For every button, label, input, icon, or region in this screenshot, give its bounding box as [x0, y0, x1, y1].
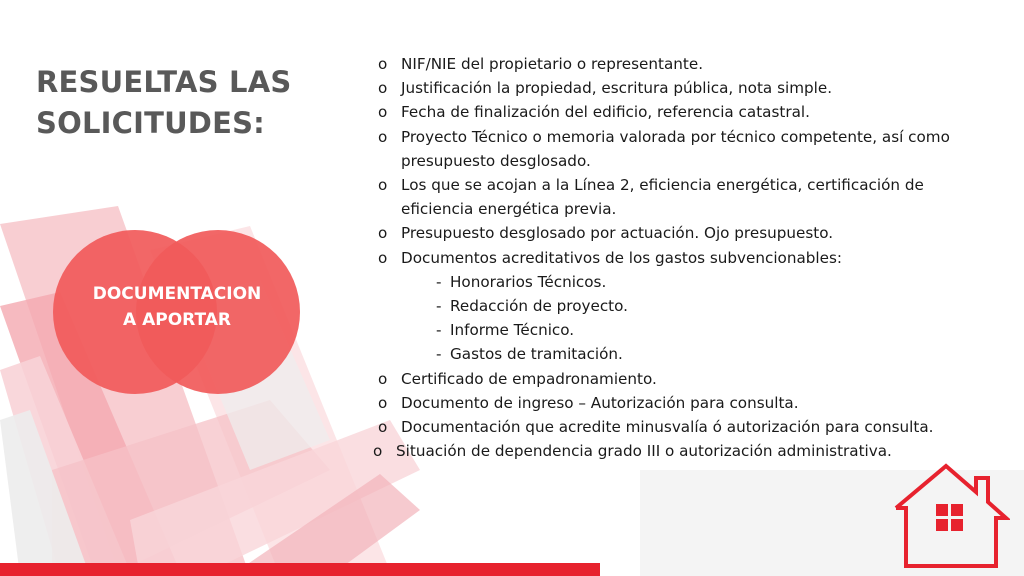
bullet-marker: o	[378, 127, 388, 146]
list-item-text: Gastos de tramitación.	[450, 345, 623, 364]
bullet-marker: o	[378, 248, 388, 267]
list-item-text: Informe Técnico.	[450, 321, 575, 340]
list-item	[373, 439, 986, 463]
documentation-list	[373, 52, 1024, 463]
bullet-marker: o	[378, 224, 388, 243]
title-line-1: RESUELTAS LAS	[36, 65, 292, 99]
bullet-marker: o	[378, 418, 388, 437]
sub-list-item	[378, 342, 1024, 366]
list-item-text: Justificación la propiedad, escritura pública, nota simple.	[401, 79, 833, 98]
bullet-marker: o	[378, 55, 388, 73]
list-item-text: Redacción de proyecto.	[450, 297, 628, 316]
bullet-marker: o	[378, 393, 388, 412]
badge-line-2: A APORTAR	[123, 310, 231, 330]
bullet-marker: o	[378, 79, 388, 98]
list-item	[378, 391, 991, 415]
list-item-text: Documento de ingreso – Autorización para consulta.	[401, 393, 799, 412]
footer-accent-bar	[0, 563, 600, 576]
list-item	[378, 125, 991, 173]
list-item-text: NIF/NIE del propietario o representante.	[401, 55, 704, 73]
list-item	[378, 415, 991, 439]
list-item	[378, 221, 991, 245]
list-item-text: Documentación que acredite minusvalía ó autorización para consulta.	[401, 418, 934, 437]
list-item-text: Certificado de empadronamiento.	[401, 369, 657, 388]
list-item-text: Fecha de finalización del edificio, referencia catastral.	[401, 103, 810, 122]
sub-list-item	[378, 318, 1024, 342]
sub-list-item	[378, 270, 1024, 294]
badge-line-1: DOCUMENTACION	[92, 284, 262, 304]
list-item	[378, 100, 991, 124]
bullet-marker: o	[378, 369, 388, 388]
bullet-marker: o	[378, 103, 388, 122]
list-item	[378, 173, 991, 221]
list-item	[378, 52, 991, 76]
bullet-marker: o	[373, 442, 383, 461]
list-item	[378, 246, 991, 270]
list-item-text: Los que se acojan a la Línea 2, eficiencia energética, certificación de eficiencia energética previa.	[401, 176, 924, 219]
dash-marker: -	[436, 272, 442, 291]
list-item-text: Honorarios Técnicos.	[450, 272, 607, 291]
house-icon	[892, 462, 1010, 570]
list-item-text: Presupuesto desglosado por actuación. Ojo presupuesto.	[401, 224, 834, 243]
dash-marker: -	[436, 297, 442, 316]
badge-label	[72, 281, 282, 333]
list-item-text: Documentos acreditativos de los gastos subvencionables:	[401, 248, 843, 267]
list-item	[378, 367, 991, 391]
list-item-text: Situación de dependencia grado III o autorización administrativa.	[396, 442, 892, 461]
title-line-2: SOLICITUDES:	[36, 106, 265, 140]
slide-title	[36, 62, 291, 144]
dash-marker: -	[436, 345, 442, 364]
list-item	[378, 76, 991, 100]
bullet-marker: o	[378, 176, 388, 195]
list-item-text: Proyecto Técnico o memoria valorada por técnico competente, así como presupuesto desglosado.	[401, 127, 950, 170]
sub-list-item	[378, 294, 1024, 318]
dash-marker: -	[436, 321, 442, 340]
